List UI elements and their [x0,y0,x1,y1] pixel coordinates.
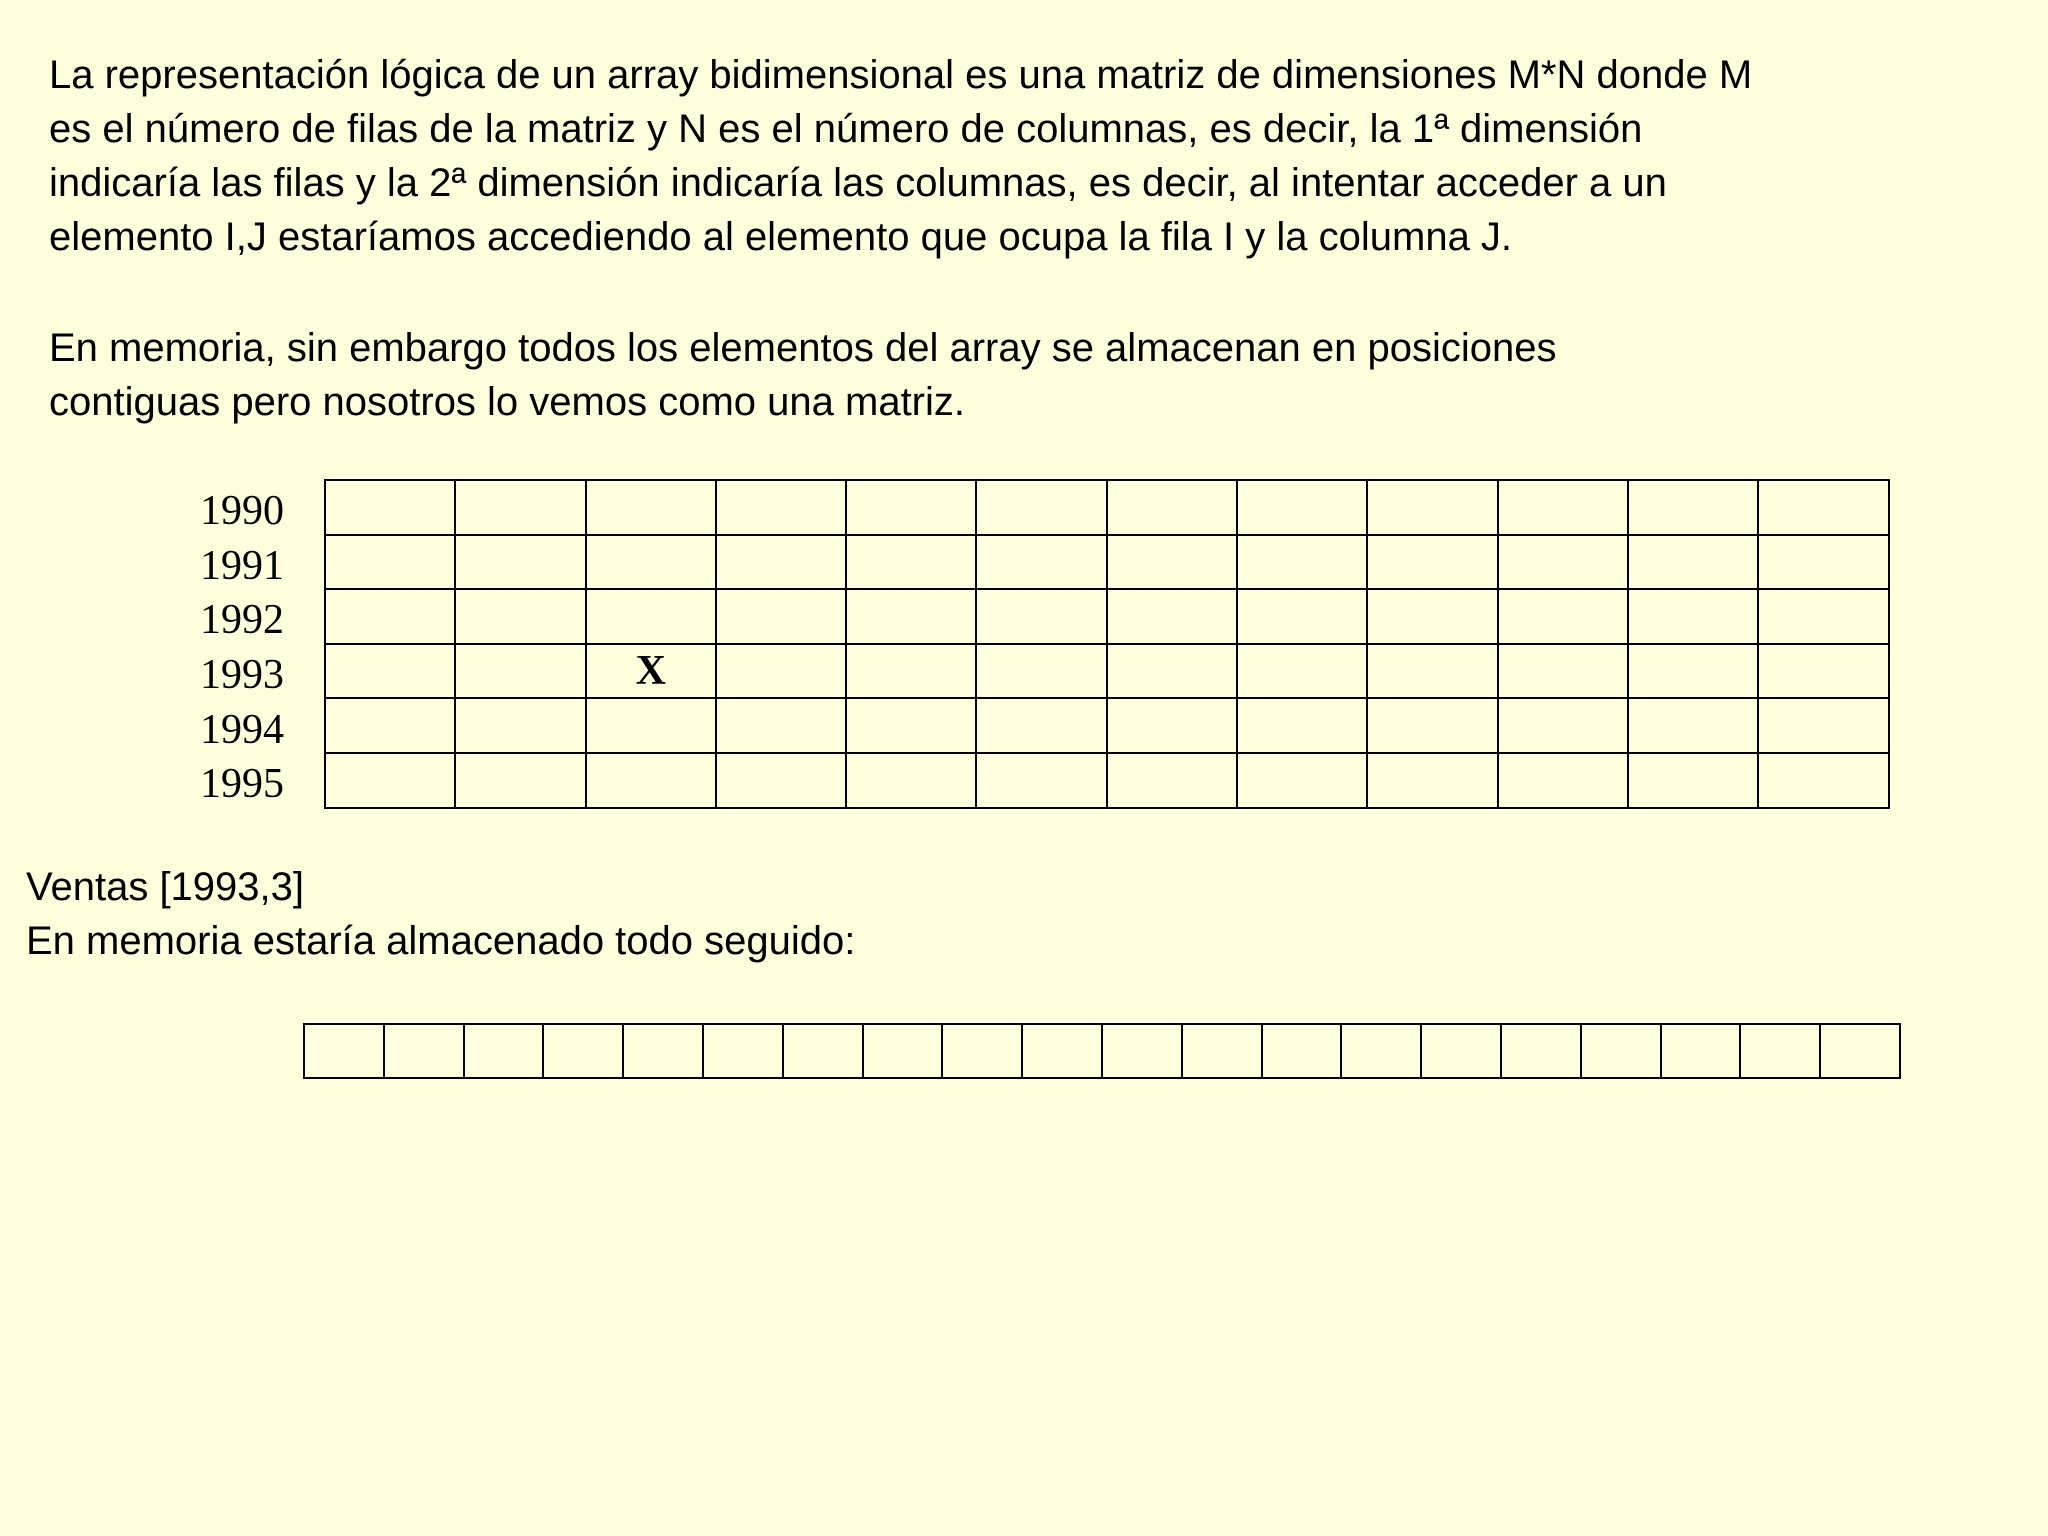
matrix-cell [325,480,455,535]
memory-cell [1022,1024,1102,1078]
matrix-cell [1498,480,1628,535]
memory-cell [304,1024,384,1078]
memory-strip-row [304,1024,1900,1078]
matrix-cell [1237,480,1367,535]
matrix-cell [1367,753,1497,808]
matrix-cell [1107,698,1237,753]
paragraph-line: contiguas pero nosotros lo vemos como una matriz. [49,380,965,424]
matrix-cell [976,589,1106,644]
matrix-row [325,644,1889,699]
matrix-grid [324,479,1890,809]
matrix-row [325,480,1889,535]
matrix-cell [976,480,1106,535]
matrix-cell [586,480,716,535]
matrix-cell [1107,589,1237,644]
memory-cell [783,1024,863,1078]
memory-explanation-paragraph [49,321,1949,429]
matrix-cell [1628,644,1758,699]
matrix-cell [1237,753,1367,808]
matrix-cell [976,698,1106,753]
row-label-1995: 1995 [200,761,284,808]
matrix-cell [846,535,976,590]
memory-cell [1581,1024,1661,1078]
matrix-cell [455,753,585,808]
matrix-cell [455,480,585,535]
matrix-cell [325,589,455,644]
matrix-cell [716,753,846,808]
matrix-cell [325,753,455,808]
matrix-cell [1758,589,1888,644]
matrix-cell [1498,753,1628,808]
matrix-cell [1498,698,1628,753]
memory-cell [1820,1024,1900,1078]
matrix-cell [1367,644,1497,699]
matrix-cell [586,535,716,590]
matrix-cell [1237,535,1367,590]
matrix-cell [1628,698,1758,753]
memory-cell [1740,1024,1820,1078]
matrix-cell [1498,589,1628,644]
matrix-cell [1498,644,1628,699]
matrix-cell [1367,589,1497,644]
row-label-1992: 1992 [200,597,284,644]
matrix-row-labels [200,481,300,809]
matrix-cell [1107,480,1237,535]
memory-storage-caption: En memoria estaría almacenado todo seguido: [26,919,856,963]
matrix-cell [716,480,846,535]
matrix-row [325,535,1889,590]
memory-cell [464,1024,544,1078]
matrix-cell [716,589,846,644]
memory-cell [942,1024,1022,1078]
memory-cell [384,1024,464,1078]
matrix-cell [1758,753,1888,808]
row-label-1991: 1991 [200,542,284,589]
matrix-cell [846,589,976,644]
matrix-cell [1367,698,1497,753]
memory-cell [863,1024,943,1078]
matrix-cell [1758,535,1888,590]
matrix-cell [1107,535,1237,590]
paragraph-line: En memoria, sin embargo todos los elementos del array se almacenan en posiciones [49,326,1557,370]
matrix-cell [586,753,716,808]
matrix-row [325,698,1889,753]
matrix-cell [846,480,976,535]
matrix-cell [455,644,585,699]
matrix-cell [716,644,846,699]
matrix-cell [455,589,585,644]
matrix-cell [846,698,976,753]
memory-cell [1341,1024,1421,1078]
memory-strip [303,1023,1901,1079]
matrix-cell [1237,698,1367,753]
row-label-1990: 1990 [200,488,284,534]
matrix-cell [846,644,976,699]
matrix-cell [716,535,846,590]
matrix-row [325,589,1889,644]
matrix-cell [1107,644,1237,699]
matrix-cell [1237,589,1367,644]
memory-cell [1182,1024,1262,1078]
memory-cell [543,1024,623,1078]
matrix-cell [846,753,976,808]
memory-cell [1421,1024,1501,1078]
matrix-marked-cell: X [586,644,716,699]
matrix-cell [1498,535,1628,590]
matrix-cell [1758,644,1888,699]
matrix-cell [1367,480,1497,535]
matrix-cell [976,644,1106,699]
memory-cell [703,1024,783,1078]
memory-cell [1661,1024,1741,1078]
matrix-cell [1628,480,1758,535]
matrix-cell [1628,535,1758,590]
memory-cell [1102,1024,1182,1078]
matrix-cell [1628,589,1758,644]
paragraph-line: indicaría las filas y la 2ª dimensión indicaría las columnas, es decir, al intentar acceder a un [49,161,1667,205]
memory-cell [1262,1024,1342,1078]
matrix-cell [1107,753,1237,808]
memory-cell [623,1024,703,1078]
matrix-cell [455,698,585,753]
matrix-cell [1237,644,1367,699]
matrix-cell [1758,480,1888,535]
paragraph-line: elemento I,J estaríamos accediendo al elemento que ocupa la fila I y la columna J. [49,215,1513,259]
paragraph-line: es el número de filas de la matriz y N es el número de columnas, es decir, la 1ª dimensión [49,107,1643,151]
memory-cell [1501,1024,1581,1078]
matrix-cell [976,535,1106,590]
matrix-cell [1758,698,1888,753]
matrix-cell [325,698,455,753]
matrix-cell [325,535,455,590]
matrix-cell [586,589,716,644]
ventas-caption [26,860,855,968]
matrix-cell [1628,753,1758,808]
matrix-cell [325,644,455,699]
matrix-cell [1367,535,1497,590]
row-label-1993: 1993 [200,651,284,698]
matrix-cell [976,753,1106,808]
row-label-1994: 1994 [200,706,284,753]
matrix-cell [716,698,846,753]
ventas-access-expression: Ventas [1993,3] [26,865,305,909]
paragraph-line: La representación lógica de un array bidimensional es una matriz de dimensiones M*N donde M [49,53,1753,97]
matrix-cell [586,698,716,753]
matrix-cell [455,535,585,590]
matrix-explanation-paragraph [49,48,2009,264]
matrix-row [325,753,1889,808]
